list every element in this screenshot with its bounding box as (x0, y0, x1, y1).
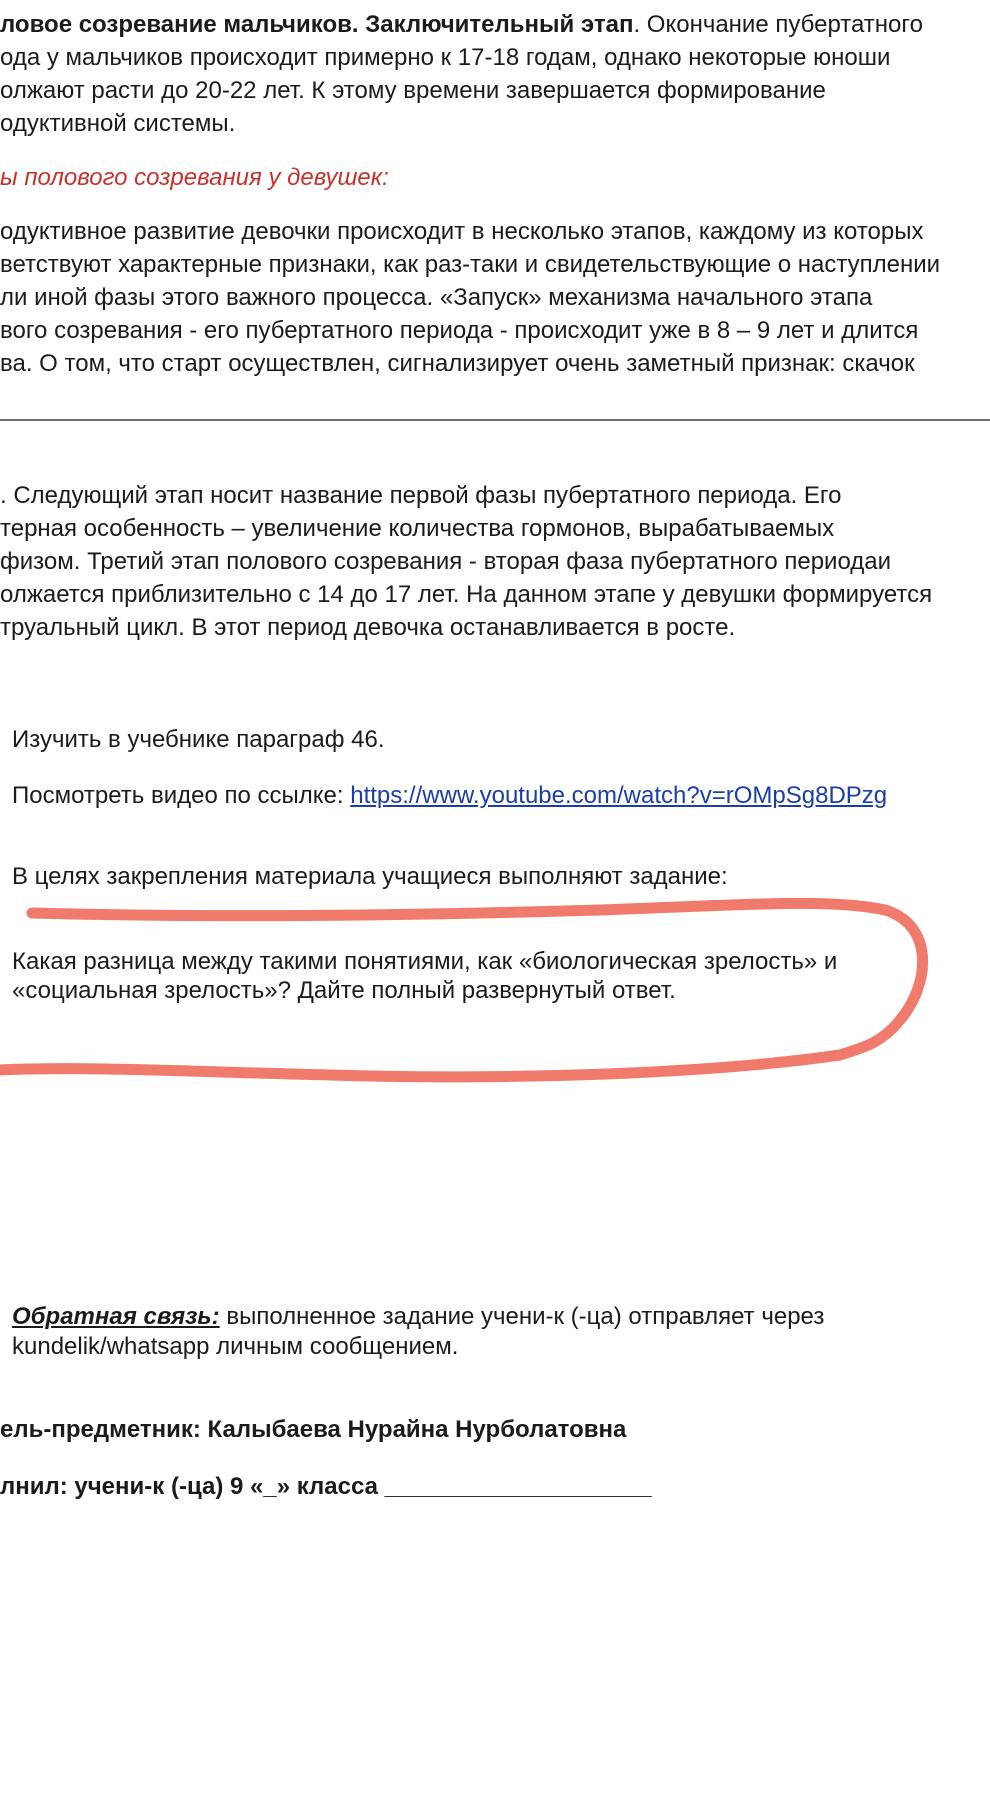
boys-heading: ловое созревание мальчиков. Заключительный этап (0, 11, 634, 38)
girls-paragraph-line-2: ветствуют характерные признаки, как раз-таки и свидетельствующие о наступлении (0, 251, 941, 278)
video-link[interactable]: https://www.youtube.com/watch?v=rOMpSg8DPzg (350, 782, 888, 809)
task-consolidate: В целях закрепления материала учащиеся выполняют задание: (12, 863, 728, 890)
next-paragraph-line-5: труальный цикл. В этот период девочка останавливается в росте. (0, 614, 736, 641)
next-paragraph-line-1: . Следующий этап носит название первой фазы пубертатного периода. Его (0, 482, 842, 509)
task-study-textbook: Изучить в учебнике параграф 46. (12, 726, 385, 753)
feedback-text-1: выполненное задание учени-к (-ца) отправляет через (219, 1303, 825, 1330)
question-line-1: Какая разница между такими понятиями, как «биологическая зрелость» и (12, 948, 838, 975)
boys-paragraph-line-2: ода у мальчиков происходит примерно к 17-18 годам, однако некоторые юноши (0, 44, 891, 71)
boys-paragraph-line-4: одуктивной системы. (0, 110, 236, 137)
student-signature-line: лнил: учени-к (-ца) 9 «_» класса ____________________ (0, 1473, 652, 1500)
next-paragraph-line-3: физом. Третий этап полового созревания - вторая фаза пубертатного периодаи (0, 548, 892, 575)
next-paragraph-line-4: олжается приблизительно с 14 до 17 лет. На данном этапе у девушки формируется (0, 581, 933, 608)
feedback-line-1 (12, 1300, 824, 1333)
girls-paragraph-line-4: вого созревания - его пубертатного периода - происходит уже в 8 – 9 лет и длится (0, 317, 919, 344)
boys-paragraph-line-3: олжают расти до 20-22 лет. К этому времени завершается формирование (0, 77, 826, 104)
task-watch-video (12, 779, 887, 812)
boys-paragraph-line-1 (0, 8, 923, 41)
feedback-line-2: kundelik/whatsapp личным сообщением. (12, 1333, 459, 1360)
question-line-2: «социальная зрелость»? Дайте полный развернутый ответ. (12, 977, 676, 1004)
feedback-label: Обратная связь: (12, 1303, 220, 1330)
teacher-name: ель-предметник: Калыбаева Нурайна Нурболатовна (0, 1416, 627, 1443)
page-divider (0, 419, 990, 421)
girls-paragraph-line-5: ва. О том, что старт осуществлен, сигнализирует очень заметный признак: скачок (0, 350, 915, 377)
video-label: Посмотреть видео по ссылке: (12, 782, 351, 809)
next-paragraph-line-2: терная особенность – увеличение количества гормонов, вырабатываемых (0, 515, 835, 542)
girls-paragraph-line-3: ли иной фазы этого важного процесса. «Запуск» механизма начального этапа (0, 284, 873, 311)
boys-line1-rest: . Окончание пубертатного (633, 11, 923, 38)
girls-paragraph-line-1: одуктивное развитие девочки происходит в несколько этапов, каждому из которых (0, 218, 924, 245)
girls-section-title: ы полового созревания у девушек: (0, 164, 389, 191)
